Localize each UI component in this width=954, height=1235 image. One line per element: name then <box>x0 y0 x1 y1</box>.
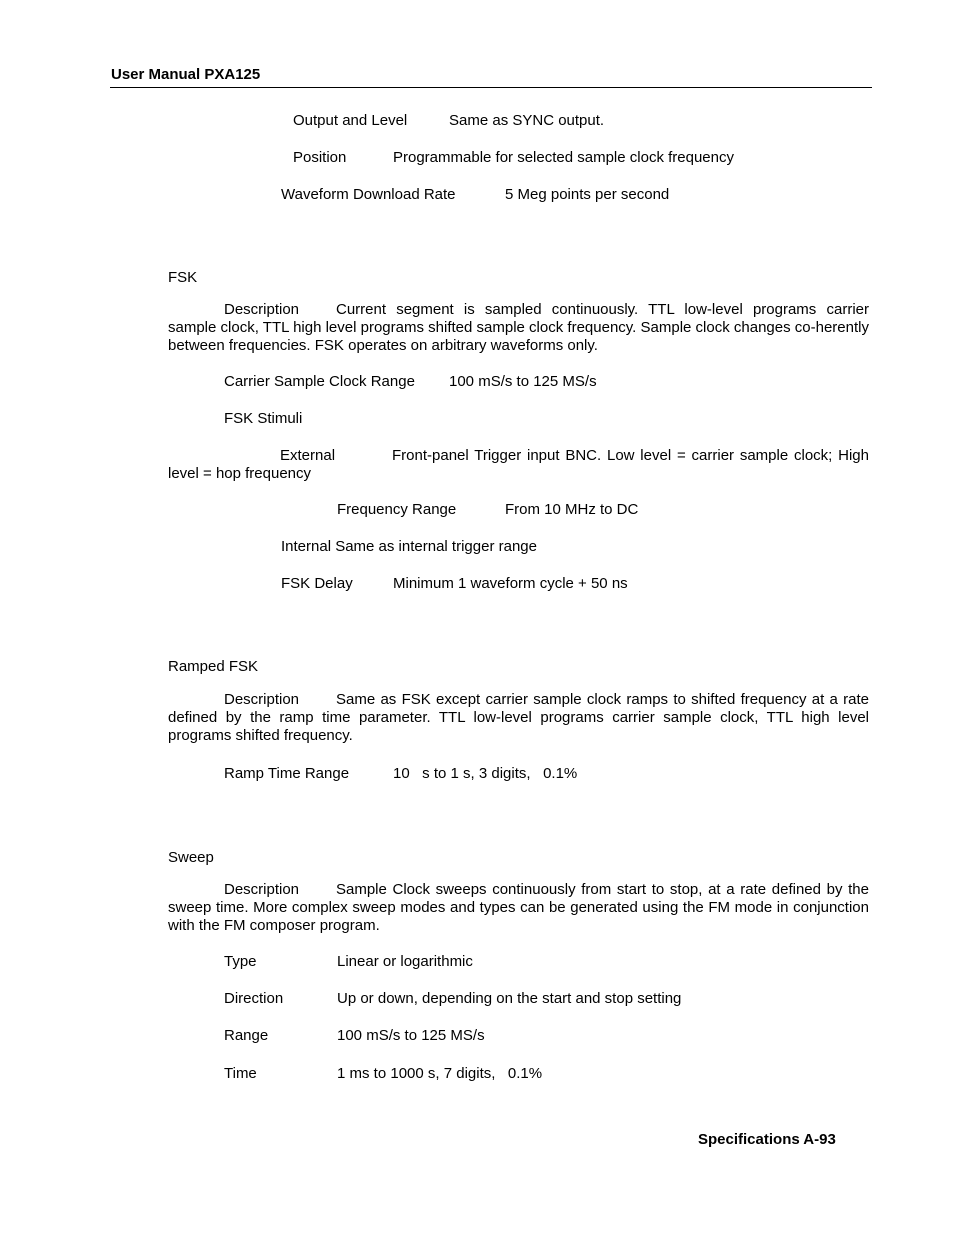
sweep-direction-label: Direction <box>224 990 284 1007</box>
sweep-description-label: Description <box>224 881 300 898</box>
carrier-range-label: Carrier Sample Clock Range <box>224 373 415 390</box>
sweep-description <box>168 881 869 935</box>
fsk-delay-label: FSK Delay <box>281 575 353 592</box>
sweep-time-label: Time <box>224 1065 257 1082</box>
fsk-internal-text: Internal Same as internal trigger range <box>281 538 537 555</box>
sweep-description-text: Sample Clock sweeps continuously from start to stop, at a rate defined by the sweep time. More complex sweep modes and types can be generated using the FM mode in conjunction with the FM composer program. <box>168 881 869 934</box>
fsk-external-label: External <box>280 447 336 464</box>
ramped-fsk-heading: Ramped FSK <box>168 658 259 675</box>
sweep-time-value: 1 ms to 1000 s, 7 digits, 0.1% <box>337 1065 543 1082</box>
fsk-delay-value: Minimum 1 waveform cycle + 50 ns <box>393 575 628 592</box>
page-header-title: User Manual PXA125 <box>111 66 261 83</box>
frequency-range-value: From 10 MHz to DC <box>505 501 639 518</box>
sweep-heading: Sweep <box>168 849 214 866</box>
fsk-description <box>168 301 869 355</box>
ramp-time-label: Ramp Time Range <box>224 765 350 782</box>
frequency-range-label: Frequency Range <box>337 501 457 518</box>
carrier-range-value: 100 mS/s to 125 MS/s <box>449 373 597 390</box>
ramped-description-text: Same as FSK except carrier sample clock ramps to shifted frequency at a rate defined by the ramp time parameter. TTL low-level programs carrier sample clock, TTL high level programs shifted frequency. <box>168 691 869 744</box>
sweep-range-label: Range <box>224 1027 269 1044</box>
fsk-external <box>168 447 869 483</box>
position-value: Programmable for selected sample clock frequency <box>393 149 734 166</box>
sweep-range-value: 100 mS/s to 125 MS/s <box>337 1027 485 1044</box>
fsk-description-label: Description <box>224 301 300 318</box>
sweep-direction-value: Up or down, depending on the start and stop setting <box>337 990 682 1007</box>
header-rule <box>110 87 872 88</box>
fsk-external-text: Front-panel Trigger input BNC. Low level = carrier sample clock; High level = hop frequency <box>168 447 869 482</box>
sweep-type-label: Type <box>224 953 257 970</box>
download-rate-value: 5 Meg points per second <box>505 186 670 203</box>
ramped-fsk-description <box>168 691 869 745</box>
fsk-stimuli-label: FSK Stimuli <box>224 410 303 427</box>
sweep-type-value: Linear or logarithmic <box>337 953 473 970</box>
page-footer: Specifications A-93 <box>698 1131 836 1148</box>
ramped-description-label: Description <box>224 691 300 708</box>
output-level-value: Same as SYNC output. <box>449 112 605 129</box>
position-label: Position <box>293 149 347 166</box>
fsk-heading: FSK <box>168 269 198 286</box>
output-level-label: Output and Level <box>293 112 408 129</box>
fsk-description-text: Current segment is sampled continuously. TTL low-level programs carrier sample clock, TTL high level programs shifted sample clock frequency. Sample clock changes co-herently between frequencies. FSK operates on arbitrary waveforms only. <box>168 301 869 354</box>
ramp-time-value: 10 s to 1 s, 3 digits, 0.1% <box>393 765 578 782</box>
download-rate-label: Waveform Download Rate <box>281 186 456 203</box>
